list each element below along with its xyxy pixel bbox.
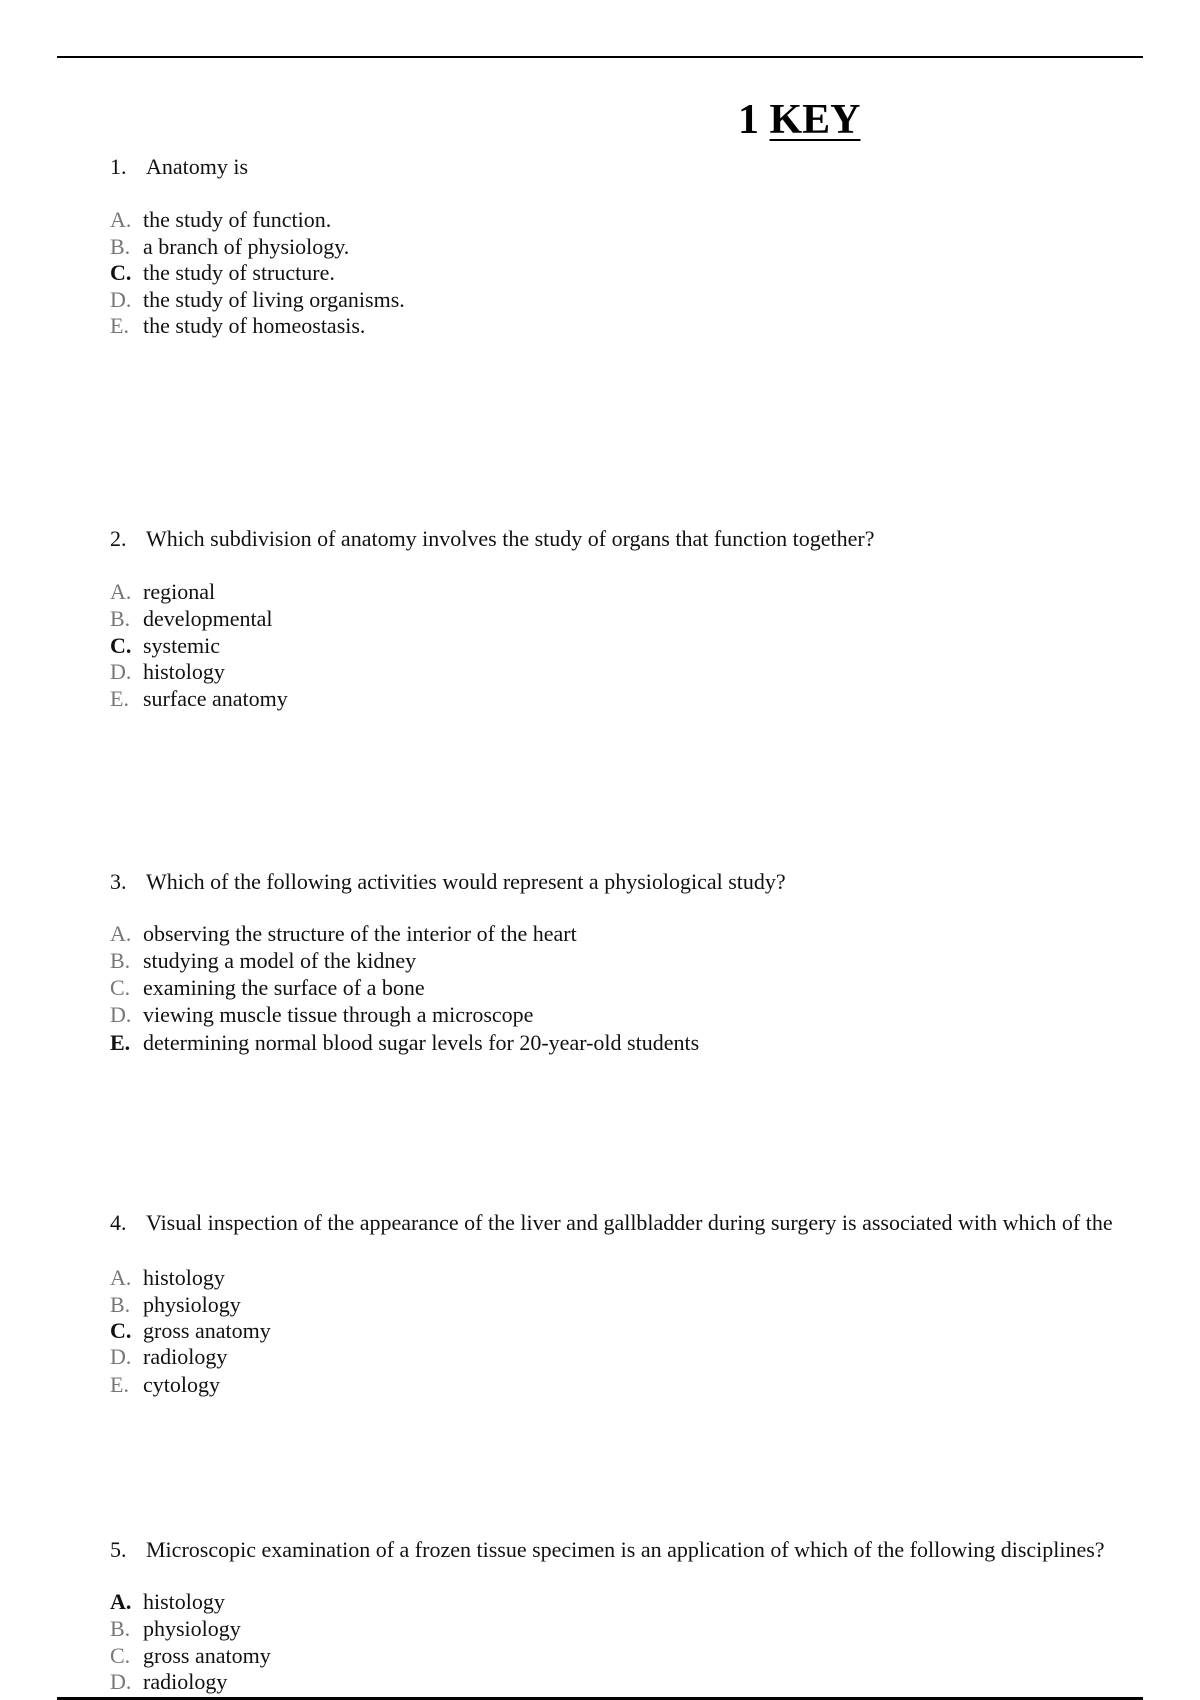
- option-text: gross anatomy: [143, 1318, 271, 1343]
- option-letter: E.: [110, 1372, 129, 1397]
- option-text: the study of homeostasis.: [143, 313, 366, 338]
- option-letter: D.: [110, 659, 132, 684]
- option-letter: C.: [110, 260, 132, 285]
- option-letter: B.: [110, 1292, 131, 1317]
- option-3b: [110, 948, 416, 974]
- question-2: [110, 526, 1200, 552]
- question-text: Microscopic examination of a frozen tissue specimen is an application of which of the following disciplines?: [146, 1537, 1105, 1562]
- question-number: 5.: [110, 1537, 127, 1562]
- option-3c: [110, 975, 425, 1001]
- question-number: 1.: [110, 154, 127, 179]
- option-text: the study of structure.: [143, 260, 335, 285]
- option-text: radiology: [143, 1344, 228, 1369]
- top-rule: [57, 56, 1143, 58]
- option-text: gross anatomy: [143, 1643, 271, 1668]
- question-text: Visual inspection of the appearance of the liver and gallbladder during surgery is associated with which of the: [146, 1210, 1113, 1235]
- option-letter: A.: [110, 579, 132, 604]
- option-2c: [110, 633, 220, 659]
- option-2a: [110, 579, 215, 605]
- question-number: 4.: [110, 1210, 127, 1235]
- option-letter: B.: [110, 606, 131, 631]
- option-text: observing the structure of the interior of the heart: [143, 921, 577, 946]
- option-5d: [110, 1669, 227, 1695]
- option-letter: D.: [110, 1344, 132, 1369]
- question-4: [110, 1210, 1200, 1236]
- option-1a: [110, 207, 331, 233]
- option-text: the study of living organisms.: [143, 287, 405, 312]
- option-4a: [110, 1265, 225, 1291]
- option-letter: A.: [110, 921, 132, 946]
- option-text: a branch of physiology.: [143, 234, 350, 259]
- option-1b: [110, 234, 349, 260]
- option-5a: [110, 1589, 225, 1615]
- option-letter: E.: [110, 313, 129, 338]
- option-letter: C.: [110, 1318, 132, 1343]
- option-letter: C.: [110, 975, 131, 1000]
- option-3d: [110, 1002, 533, 1028]
- option-1d: [110, 287, 405, 313]
- option-text: physiology: [143, 1292, 241, 1317]
- option-text: radiology: [143, 1669, 228, 1694]
- option-text: physiology: [143, 1616, 241, 1641]
- question-text: Which subdivision of anatomy involves the study of organs that function together?: [146, 526, 875, 551]
- option-letter: B.: [110, 1616, 131, 1641]
- option-text: the study of function.: [143, 207, 332, 232]
- option-text: histology: [143, 1589, 225, 1614]
- page-number: 1: [738, 97, 759, 143]
- option-text: determining normal blood sugar levels for 20-year-old students: [143, 1030, 700, 1055]
- option-letter: A.: [110, 207, 132, 232]
- option-letter: B.: [110, 948, 131, 973]
- option-text: developmental: [143, 606, 273, 631]
- question-3: [110, 869, 1200, 895]
- question-text: Anatomy is: [146, 154, 249, 179]
- option-4c: [110, 1318, 271, 1344]
- option-text: histology: [143, 659, 225, 684]
- option-2e: [110, 686, 288, 712]
- question-number: 2.: [110, 526, 127, 551]
- option-5c: [110, 1643, 271, 1669]
- option-letter: E.: [110, 686, 129, 711]
- option-text: regional: [143, 579, 216, 604]
- option-letter: C.: [110, 1643, 131, 1668]
- option-3e: [110, 1030, 699, 1056]
- page-title: [738, 96, 861, 144]
- option-text: histology: [143, 1265, 225, 1290]
- option-4e: [110, 1372, 220, 1398]
- option-3a: [110, 921, 577, 947]
- option-letter: D.: [110, 287, 132, 312]
- option-letter: A.: [110, 1265, 132, 1290]
- question-text: Which of the following activities would represent a physiological study?: [146, 869, 786, 894]
- option-text: surface anatomy: [143, 686, 288, 711]
- option-1e: [110, 313, 365, 339]
- option-letter: D.: [110, 1669, 132, 1694]
- option-text: studying a model of the kidney: [143, 948, 417, 973]
- option-letter: C.: [110, 633, 132, 658]
- option-letter: E.: [110, 1030, 131, 1055]
- option-2b: [110, 606, 273, 632]
- option-5b: [110, 1616, 241, 1642]
- option-4b: [110, 1292, 241, 1318]
- option-letter: A.: [110, 1589, 132, 1614]
- option-text: cytology: [143, 1372, 220, 1397]
- option-4d: [110, 1344, 227, 1370]
- option-text: systemic: [143, 633, 220, 658]
- option-text: viewing muscle tissue through a microscope: [143, 1002, 534, 1027]
- option-letter: D.: [110, 1002, 132, 1027]
- question-5: [110, 1537, 1200, 1563]
- option-1c: [110, 260, 335, 286]
- option-letter: B.: [110, 234, 131, 259]
- question-number: 3.: [110, 869, 127, 894]
- option-2d: [110, 659, 225, 685]
- key-label: KEY: [769, 97, 861, 143]
- option-text: examining the surface of a bone: [143, 975, 425, 1000]
- question-1: [110, 154, 1200, 180]
